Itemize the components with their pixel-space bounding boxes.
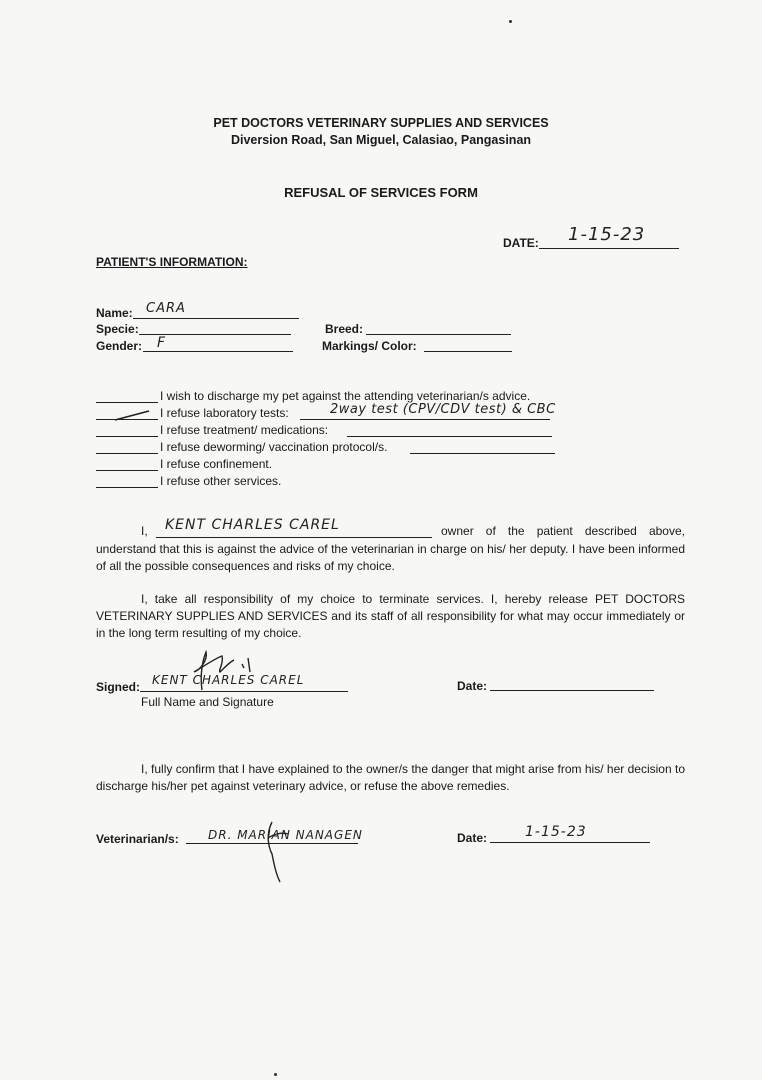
- owner-text-2: understand that this is against the advice of the veterinarian in charge on his/ her deputy. I have been informed of all the possible consequences and risks of my choice.: [96, 542, 685, 573]
- option-text: I wish to discharge my pet against the attending veterinarian/s advice.: [160, 389, 531, 403]
- markings-line: [424, 351, 512, 352]
- signed-label: Signed:: [96, 680, 140, 694]
- option-text: I refuse laboratory tests:: [160, 406, 289, 420]
- option-blank[interactable]: [96, 436, 158, 437]
- responsibility-text: I, take all responsibility of my choice to terminate services. I, hereby release PET DOCTORS VETERINARY SUPPLIES AND SERVICES and its staff of all responsibility for what may occur immediately or in the long term resulting of my choice.: [96, 592, 685, 640]
- org-address: Diversion Road, San Miguel, Calasiao, Pangasinan: [230, 133, 532, 147]
- owner-signature-scribble: [190, 648, 260, 692]
- option-text: I refuse other services.: [160, 474, 282, 488]
- option-text: I refuse deworming/ vaccination protocol/s.: [160, 440, 388, 454]
- patient-section-title: PATIENT'S INFORMATION:: [96, 255, 248, 269]
- vet-signature-scribble: [258, 820, 298, 886]
- form-title: REFUSAL OF SERVICES FORM: [284, 185, 478, 200]
- owner-name-line: [156, 537, 432, 538]
- option-blank[interactable]: [96, 487, 158, 488]
- breed-line: [366, 334, 511, 335]
- gender-label: Gender:: [96, 339, 143, 353]
- gender-line: [143, 351, 293, 352]
- option-text: I refuse treatment/ medications:: [160, 423, 329, 437]
- org-name: PET DOCTORS VETERINARY SUPPLIES AND SERVICES: [213, 116, 549, 130]
- owner-name-value[interactable]: KENT CHARLES CAREL: [165, 517, 340, 533]
- name-line: [133, 318, 299, 319]
- markings-label: Markings/ Color:: [322, 339, 417, 353]
- check-mark-icon: [113, 408, 153, 422]
- option-blank[interactable]: [96, 453, 158, 454]
- specie-label: Specie:: [96, 322, 139, 336]
- option-detail-line: [347, 436, 552, 437]
- date-value[interactable]: 1-15-23: [568, 224, 646, 245]
- scan-speck: [274, 1073, 277, 1076]
- signed-value[interactable]: KENT CHARLES CAREL: [152, 673, 305, 687]
- date-label: DATE:: [503, 236, 539, 250]
- vet-confirmation-text: I, fully confirm that I have explained to the owner/s the danger that might arise from his/ her decision to discharge his/her pet against veterinary advice, or refuse the above remedies.: [96, 762, 685, 793]
- vet-value[interactable]: DR. MARIAN NANAGEN: [208, 828, 363, 842]
- gender-value[interactable]: F: [157, 335, 167, 351]
- option-detail-line: [300, 419, 550, 420]
- vet-date-label: Date:: [457, 831, 488, 845]
- vet-date-value[interactable]: 1-15-23: [525, 824, 587, 840]
- breed-label: Breed:: [325, 322, 364, 336]
- vet-label: Veterinarian/s:: [96, 832, 179, 846]
- option-blank[interactable]: [96, 402, 158, 403]
- date-line: [539, 248, 679, 249]
- signature-caption: Full Name and Signature: [141, 695, 274, 709]
- option-blank[interactable]: [96, 470, 158, 471]
- owner-text-1: owner of the patient described above,: [441, 524, 685, 538]
- owner-date-label: Date:: [457, 679, 488, 693]
- option-detail-value[interactable]: 2way test (CPV/CDV test) & CBC: [330, 402, 556, 417]
- scan-speck: [509, 20, 512, 23]
- owner-prefix: I,: [141, 524, 148, 538]
- option-text: I refuse confinement.: [160, 457, 273, 471]
- name-value[interactable]: CARA: [146, 301, 186, 316]
- vet-date-line: [490, 842, 650, 843]
- name-label: Name:: [96, 306, 133, 320]
- option-detail-line: [410, 453, 555, 454]
- owner-date-line: [490, 690, 654, 691]
